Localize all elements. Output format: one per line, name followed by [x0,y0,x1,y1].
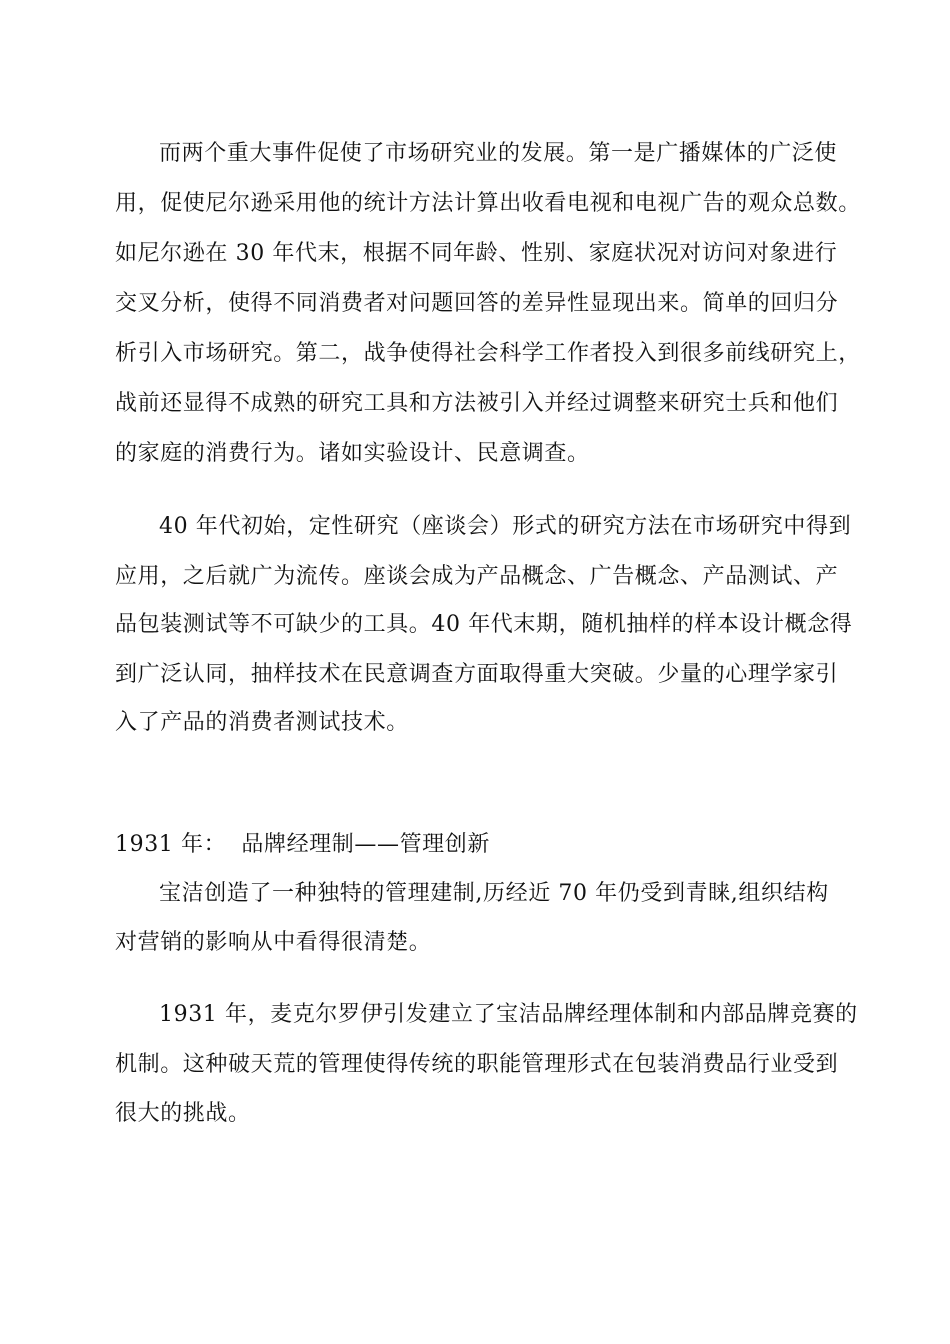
text-line: 机制。这种破天荒的管理使得传统的职能管理形式在包装消费品行业受到 [115,1052,839,1077]
text-line: 的家庭的消费行为。诸如实验设计、民意调查。 [115,441,590,466]
text-line: 战前还显得不成熟的研究工具和方法被引入并经过调整来研究士兵和他们 [115,391,839,416]
text-line: 1931 年，麦克尔罗伊引发建立了宝洁品牌经理体制和内部品牌竞赛的 [159,1002,858,1027]
text-line: 而两个重大事件促使了市场研究业的发展。第一是广播媒体的广泛使 [159,141,838,166]
text-line: 品包装测试等不可缺少的工具。40 年代末期，随机抽样的样本设计概念得 [115,612,853,637]
section-heading: 1931 年： 品牌经理制——管理创新 [115,832,490,857]
text-line: 用，促使尼尔逊采用他的统计方法计算出收看电视和电视广告的观众总数。 [115,191,861,216]
text-line: 析引入市场研究。第二，战争使得社会科学工作者投入到很多前线研究上， [115,341,861,366]
text-line: 对营销的影响从中看得很清楚。 [115,930,432,955]
text-line: 到广泛认同，抽样技术在民意调查方面取得重大突破。少量的心理学家引 [115,662,839,687]
text-line: 入了产品的消费者测试技术。 [115,710,409,735]
text-line: 很大的挑战。 [115,1101,251,1126]
text-line: 应用，之后就广为流传。座谈会成为产品概念、广告概念、产品测试、产 [115,564,839,589]
text-line: 宝洁创造了一种独特的管理建制,历经近 70 年仍受到青睐,组织结构 [159,881,829,906]
text-line: 40 年代初始，定性研究（座谈会）形式的研究方法在市场研究中得到 [159,514,852,539]
text-line: 交叉分析，使得不同消费者对问题回答的差异性显现出来。简单的回归分 [115,291,839,316]
text-line: 如尼尔逊在 30 年代末，根据不同年龄、性别、家庭状况对访问对象进行 [115,241,838,266]
